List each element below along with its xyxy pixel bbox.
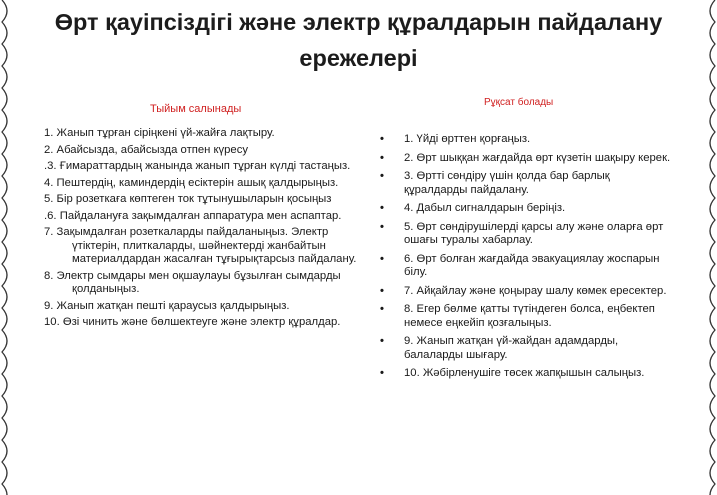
- list-item: [376, 202, 676, 216]
- list-item: 8. Электр сымдары мен оқшаулауы бұзылған сымдарды қолданыңыз.: [44, 269, 341, 295]
- list-item: .3. Ғимараттардың жанында жанып тұрған күлді тастаңыз.: [44, 160, 351, 172]
- page-title: Өрт қауіпсіздігі және электр құралдарын пайдалану ережелері: [54, 9, 663, 71]
- list-item-text: 7. Айқайлау және қоңырау шалу көмек ересектер.: [404, 284, 667, 297]
- list-item-text: 1. Үйді өрттен қорғаңыз.: [404, 133, 531, 145]
- list-item: [376, 152, 676, 166]
- bullet-icon: •: [380, 220, 384, 233]
- list-item: 7. Зақымдалған розеткаларды пайдаланыңыз. Электр үтіктерін, плиткаларды, шәйнектерді жанбайтын материалдардан жасалған тұғырықтарсыз пайдалану.: [44, 226, 357, 265]
- prohibited-heading: Тыйым салынады: [150, 103, 242, 115]
- list-item-text: 10. Жәбірленушіге төсек жапқышын салыңыз.: [404, 367, 645, 379]
- list-item: 10. Өзі чинить және бөлшектеуге және электр құралдар.: [44, 316, 341, 328]
- list-item: 9. Жанып жатқан пешті қараусыз қалдырыңыз.: [44, 299, 290, 312]
- bullet-icon: •: [380, 170, 384, 182]
- bullet-icon: •: [380, 284, 384, 297]
- list-item-text: 6. Өрт болған жағдайда эвакуациялау жоспарын білу.: [404, 252, 660, 278]
- list-item: [376, 133, 676, 147]
- list-item-text: 8. Егер бөлме қатты түтіндеген болса, еңбектеп немесе еңкейіп қозғалыңыз.: [404, 303, 655, 329]
- bullet-icon: •: [380, 367, 384, 379]
- bullet-icon: •: [380, 252, 384, 265]
- list-item-text: 5. Өрт сөндірушілерді қарсы алу және оларға өрт ошағы туралы хабарлау.: [404, 220, 664, 246]
- list-item: 2. Абайсызда, абайсызда отпен күресу: [44, 143, 248, 156]
- scalloped-border-right: [703, 0, 717, 495]
- list-item-text: 4. Дабыл сигналдарын беріңіз.: [404, 202, 566, 214]
- list-item: [376, 170, 676, 197]
- prohibited-list: [44, 127, 374, 333]
- list-item-text: 3. Өртті сөндіру үшін қолда бар барлық құралдарды пайдалану.: [404, 170, 610, 196]
- bullet-icon: •: [380, 303, 384, 315]
- list-item: 5. Бір розеткаға көптеген ток тұтынушыларын қосыңыз: [44, 193, 332, 205]
- list-item: [376, 335, 676, 362]
- list-item: [376, 253, 676, 280]
- allowed-heading: Рұқсат болады: [484, 97, 554, 108]
- allowed-list: [376, 133, 676, 386]
- list-item: [376, 303, 676, 330]
- scalloped-border-left: [0, 0, 14, 495]
- list-item: [376, 221, 676, 248]
- list-item: [376, 367, 676, 381]
- list-item: .6. Пайдалануға зақымдалған аппаратура мен аспаптар.: [44, 209, 342, 222]
- list-item: 4. Пештердің, каминдердің есіктерін ашық қалдырыңыз.: [44, 176, 339, 189]
- list-item-text: 9. Жанып жатқан үй-жайдан адамдарды, балаларды шығару.: [404, 335, 619, 361]
- list-item: [376, 285, 676, 299]
- bullet-icon: •: [380, 151, 384, 164]
- bullet-icon: •: [380, 335, 384, 347]
- list-item-text: 2. Өрт шыққан жағдайда өрт күзетін шақыру керек.: [404, 151, 671, 164]
- list-item: 1. Жанып тұрған сіріңкені үй-жайға лақтыру.: [44, 127, 275, 139]
- bullet-icon: •: [380, 202, 384, 214]
- bullet-icon: •: [380, 133, 384, 145]
